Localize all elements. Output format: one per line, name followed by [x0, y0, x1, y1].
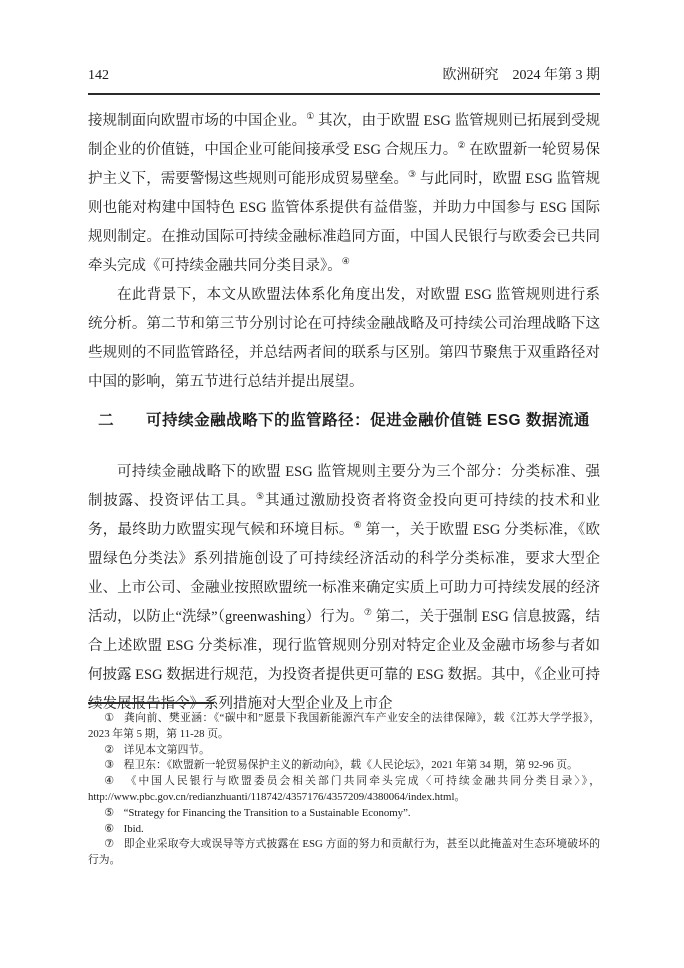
- body-paragraph: 在此背景下，本文从欧盟法体系化角度出发，对欧盟 ESG 监管规则进行系统分析。第二节和第三节分别讨论在可持续金融战略及可持续公司治理战略下这些规则的不同监管路径，并总结两者间的联系与区别。第四节聚焦于双重路径对中国的影响，第五节进行总结并提出展望。: [88, 287, 600, 390]
- body-paragraph: 接规制面向欧盟市场的中国企业。① 其次，由于欧盟 ESG 监管规则已拓展到受规制企业的价值链，中国企业可能间接承受 ESG 合规压力。② 在欧盟新一轮贸易保护主义下，需要警惕这些规则可能形成贸易壁垒。③ 与此同时，欧盟 ESG 监管规则也能对构建中国特色 ESG 监管体系提供有益借鉴，并助力中国参与 ESG 国际规则制定。在推动国际可持续金融标准趋同方面，中国人民银行与欧委会已共同牵头完成《可持续金融共同分类目录》。④: [88, 111, 600, 274]
- footnote-reference: ⑦: [363, 607, 373, 618]
- footnote-item: [88, 837, 600, 869]
- footnote-item: [88, 711, 600, 743]
- footnotes-section: [88, 702, 600, 869]
- footnote-text: 《中国人民银行与欧盟委员会相关部门共同牵头完成〈可持续金融共同分类目录〉》，http://www.pbc.gov.cn/redianzhuanti/118742/4357176/4357209/4380064/index.html。: [88, 775, 601, 803]
- footnote-marker: ⑤: [104, 806, 114, 819]
- footnote-reference: ②: [457, 140, 466, 151]
- footnote-reference: ③: [408, 169, 417, 180]
- footnote-marker: ②: [104, 743, 114, 756]
- footnote-item: [88, 743, 600, 759]
- page-number: 142: [88, 68, 109, 83]
- footnote-marker: ④: [104, 775, 116, 788]
- footnote-text: 龚向前、樊亚涵：《“碳中和”愿景下我国新能源汽车产业安全的法律保障》，载《江苏大学学报》，2023 年第 5 期，第 11-28 页。: [88, 712, 600, 740]
- footnote-text: 详见本文第四节。: [123, 743, 210, 756]
- footnote-text: 程卫东：《欧盟新一轮贸易保护主义的新动向》，载《人民论坛》，2021 年第 34 期，第 92-96 页。: [123, 759, 578, 772]
- footnote-reference: ①: [306, 111, 315, 122]
- footnote-text: Ibid.: [123, 822, 144, 835]
- footnote-marker: ⑦: [104, 838, 115, 851]
- section-heading: 二 可持续金融战略下的监管路径：促进金融价值链 ESG 数据流通: [98, 412, 590, 429]
- footnote-item: [88, 822, 600, 838]
- footnote-marker: ⑥: [104, 822, 114, 835]
- footnote-separator: [88, 702, 214, 704]
- footnote-text: 即企业采取夸大或误导等方式披露在 ESG 方面的努力和贡献行为，甚至以此掩盖对生态环境破坏的行为。: [88, 838, 600, 867]
- footnote-reference: ④: [341, 256, 350, 267]
- footnote-marker: ③: [104, 759, 114, 772]
- page-header: [88, 64, 600, 95]
- journal-issue: 欧洲研究 2024 年第 3 期: [442, 68, 600, 83]
- footnote-text: “Strategy for Financing the Transition to a Sustainable Economy”.: [123, 806, 411, 819]
- footnote-item: [88, 774, 600, 806]
- footnote-list: [88, 711, 600, 869]
- article-body: [88, 107, 600, 719]
- footnote-reference: ⑥: [353, 520, 362, 531]
- body-paragraph: 可持续金融战略下的欧盟 ESG 监管规则主要分为三个部分：分类标准、强制披露、投资评估工具。⑤其通过激励投资者将资金投向更可持续的技术和业务，最终助力欧盟实现气候和环境目标。⑥ 第一，关于欧盟 ESG 分类标准，《欧盟绿色分类法》系列措施创设了可持续经济活动的科学分类标准，要求大型企业、上市公司、金融业按照欧盟统一标准来确定实质上可助力可持续发展的经济活动，以防止“洗绿”（greenwashing）行为。⑦ 第二，关于强制 ESG 信息披露，结合上述欧盟 ESG 分类标准，现行监管规则分别对特定企业及金融市场参与者如何披露 ESG 数据进行规范，为投资者提供更可靠的 ESG 数据。其中，《企业可持续发展报告指令》系列措施对大型企业及上市企: [88, 464, 600, 712]
- footnote-item: [88, 758, 600, 774]
- footnote-reference: ⑤: [255, 491, 265, 502]
- footnote-marker: ①: [104, 712, 115, 724]
- footnote-item: [88, 806, 600, 822]
